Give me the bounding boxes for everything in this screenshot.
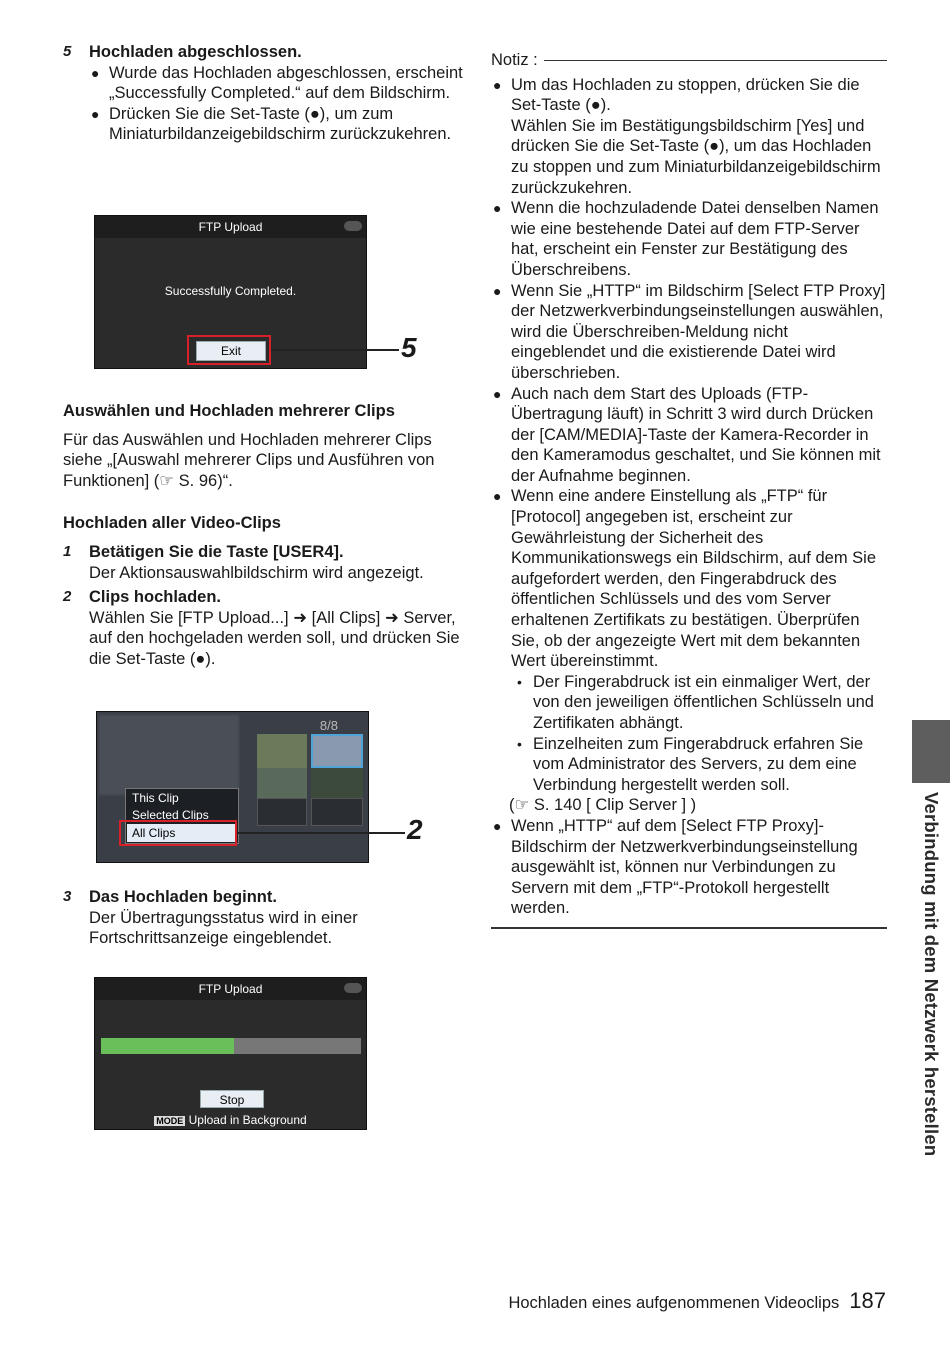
notiz-list-end: [491, 816, 887, 919]
exit-highlight: [187, 335, 271, 365]
step-text: Der Übertragungsstatus wird in einer Fortschrittsanzeige eingeblendet.: [89, 908, 358, 948]
stop-button[interactable]: Stop: [200, 1090, 264, 1108]
callout-line: [271, 349, 399, 351]
notiz-list: [491, 75, 887, 796]
step-1: [63, 542, 463, 583]
battery-icon: [344, 221, 362, 231]
step-3: [63, 887, 463, 949]
left-column-lower: [63, 887, 463, 953]
menu-item-this-clip[interactable]: This Clip: [132, 791, 179, 805]
notiz-item-text: Wenn eine andere Einstellung als „FTP“ für [Protocol] angegeben ist, erscheint zur Gewährleistung der Sicherheit des Kommunikationswegs ein Bildschirm, auf dem Sie aufgefordert werden, den Fingerabdruck des öffentlichen Schlüssels und des vom Server erhaltenen Zertifikats zu bestätigen. Überprüfen Sie, ob der angezeigte Wert mit dem bekannten Wert übereinstimmt.: [511, 487, 876, 671]
thumbnail-selected[interactable]: [311, 734, 363, 768]
thumbnail[interactable]: [257, 768, 307, 798]
notiz-sublist: [511, 672, 887, 796]
notiz-subitem: • Einzelheiten zum Fingerabdruck erfahren Sie vom Administrator des Servers, zu dem eine Verbindung hergestellt werden soll.: [511, 734, 887, 796]
progress-bar: [101, 1038, 361, 1054]
chapter-label: Verbindung mit dem Netzwerk herstellen: [921, 792, 942, 1157]
notiz-rule: [544, 60, 887, 61]
menu-item-selected-clips[interactable]: Selected Clips: [132, 808, 209, 822]
notiz-item: [491, 486, 887, 795]
thumbnail[interactable]: [257, 734, 307, 768]
notiz-header: [491, 50, 887, 71]
callout-number: 5: [401, 332, 417, 363]
step-5: [63, 42, 463, 145]
background-hint: [95, 1113, 366, 1127]
footer-title: Hochladen eines aufgenommenen Videoclips: [508, 1294, 840, 1312]
background-label: Upload in Background: [188, 1113, 307, 1127]
screen-title: FTP Upload: [95, 978, 366, 1000]
step-text: Der Aktionsauswahlbildschirm wird angezeigt.: [89, 563, 424, 582]
step-number: 2: [63, 588, 72, 606]
step-number: 5: [63, 43, 72, 60]
step-number: 1: [63, 542, 72, 560]
section-heading-all: Hochladen aller Video-Clips: [63, 514, 281, 533]
screen-title: FTP Upload: [95, 216, 366, 238]
step-title: Hochladen abgeschlossen.: [89, 43, 302, 61]
notiz-reference[interactable]: (☞ S. 140 [ Clip Server ] ): [509, 796, 697, 815]
notiz-item: ● Auch nach dem Start des Uploads (FTP-Übertragung läuft) in Schritt 3 wird durch Drücken der [CAM/MEDIA]-Taste der Kamera-Recorder in den Kameramodus geschaltet, und Sie können mit der Aufnahme beginnen.: [491, 384, 887, 487]
clip-counter: 8/8: [319, 718, 338, 733]
multi-text: Für das Auswählen und Hochladen mehrerer Clips siehe „[Auswahl mehrerer Clips und Ausführen von Funktionen] (☞ S. 96)“.: [63, 430, 435, 490]
exit-button[interactable]: Exit: [196, 341, 266, 361]
menu-item-all-clips[interactable]: All Clips: [127, 824, 237, 842]
callout-line: [237, 832, 405, 834]
battery-icon: [344, 983, 362, 993]
mode-badge: MODE: [156, 1116, 184, 1126]
page-number: 187: [849, 1288, 886, 1313]
notiz-item-text: Um das Hochladen zu stoppen, drücken Sie die Set-Taste (●).: [511, 75, 860, 115]
step-title: Clips hochladen.: [89, 588, 222, 607]
notiz-item: [491, 75, 887, 199]
notiz-item: ● Wenn die hochzuladende Datei denselben Namen wie eine bestehende Datei auf dem FTP-Server hat, erscheint ein Fenster zur Bestätigung des Überschreibens.: [491, 198, 887, 280]
notiz-item: ● Wenn Sie „HTTP“ im Bildschirm [Select FTP Proxy] der Netzwerkverbindungseinstellungen auswählen, wird die Überschreiben-Meldung nicht eingeblendet und die existierende Datei wird überschrieben.: [491, 281, 887, 384]
section-heading-multi: Auswählen und Hochladen mehrerer Clips: [63, 401, 395, 420]
progress-fill: [101, 1038, 234, 1054]
notiz-item-text-cont: Wählen Sie im Bestätigungsbildschirm [Yes] und drücken Sie die Set-Taste (●), um das Hochladen zu stoppen und zum Miniaturbildanzeigebildschirm zurückzukehren.: [511, 116, 881, 197]
page-footer: [508, 1288, 886, 1314]
notiz-subitem: • Der Fingerabdruck ist ein einmaliger Wert, der von den jeweiligen öffentlichen Schlüsseln und Zertifikaten abhängt.: [511, 672, 887, 734]
callout-number: 2: [407, 814, 423, 845]
notiz-box: [491, 50, 887, 929]
screen-upload-progress: [94, 977, 367, 1130]
all-clips-highlight: [119, 820, 237, 846]
bullet-item: ● Wurde das Hochladen abgeschlossen, erscheint „Successfully Completed.“ auf dem Bildschirm.: [89, 63, 463, 104]
thumbnail[interactable]: [257, 798, 307, 826]
chapter-tab: [912, 720, 950, 783]
step-title: Betätigen Sie die Taste [USER4].: [89, 542, 344, 561]
notiz-item: ● Wenn „HTTP“ auf dem [Select FTP Proxy]-Bildschirm der Netzwerkverbindungseinstellung ausgewählt ist, können nur Verbindungen zu Servern mit dem „FTP“-Protokoll hergestellt werden.: [491, 816, 887, 919]
step-2: [63, 587, 463, 669]
bullet-item: ● Drücken Sie die Set-Taste (●), um zum Miniaturbildanzeigebildschirm zurückzukehren.: [89, 104, 463, 145]
success-message: Successfully Completed.: [164, 284, 297, 298]
step-number: 3: [63, 888, 72, 905]
step-text: Wählen Sie [FTP Upload...] ➜ [All Clips] ➜ Server, auf den hochgeladen werden soll, und drücken Sie die Set-Taste (●).: [89, 608, 460, 668]
blurred-list: [99, 715, 239, 795]
notiz-heading: Notiz :: [491, 51, 538, 69]
thumbnail[interactable]: [311, 798, 363, 826]
notiz-end-rule: [491, 927, 887, 929]
thumbnail[interactable]: [311, 768, 363, 798]
step-title: Das Hochladen beginnt.: [89, 888, 277, 906]
step-5-bullets: [89, 63, 463, 145]
